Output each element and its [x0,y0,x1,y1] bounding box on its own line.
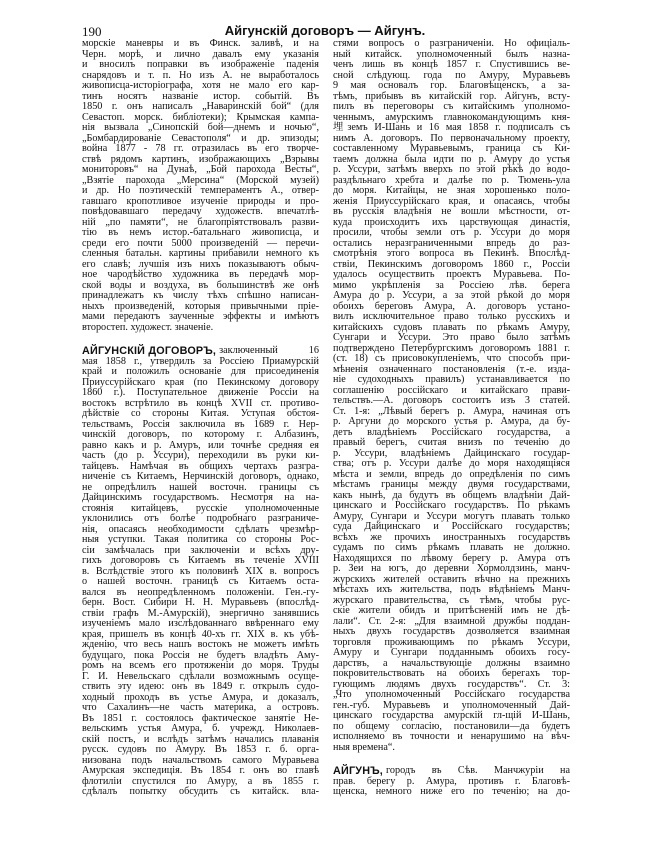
text-line: ской воды и воздуха, въ большинствѣ же онѣ [82,279,319,291]
text-line: сной слѣдующ. года по Амуру, Муравьевъ [333,69,570,81]
text-line: ствіи, Пекинскимъ договоромъ 1860 г., Россіи [333,258,570,270]
text-line: мѣненія означеннаго постановленія (т.-е. изда- [333,363,570,375]
text-line: Амурская экспедиція. Въ 1854 г. онъ во главѣ [82,765,319,776]
text-line: удалось осуществить проектъ Муравьева. По- [333,269,570,280]
text-line: сленныя батальн. картины прибавили немного къ [82,248,319,259]
text-line: края, пришелъ въ концѣ 40-хъ гг. XIX в. къ убѣ- [82,628,319,640]
text-line: ствить эту идею: онъ въ 1849 г. открылъ судо- [82,681,319,692]
text-line: край и положилъ основаніе для присоединенія [82,366,319,377]
text-line: цинскаго государства амурскій гл-щій И-Шань, [333,710,570,721]
text-line: ніе судоходныхъ правилъ) устанавливается по [333,374,570,385]
text-line: 9 мая основалъ гор. Благовѣщенскъ, а за- [333,80,570,91]
text-line: журскаго правительства, съ тѣмъ, чтобы рус- [333,594,570,606]
text-line: по общему согласію, постановили—да будетъ [333,720,570,732]
text-line: нія вызвала „Синопскій бой—днемъ и ночью“, [82,122,319,133]
text-line: подтверждено Петербургскимъ договоромъ 1881 г. [333,342,570,354]
text-line: ченъ лишь въ концѣ 1857 г. Спустившись ве- [333,59,570,70]
text-line: Амуру и Сунгари подданнымъ обоихъ госу- [333,647,570,658]
text-line: тельствамъ, Россія заключила въ 1689 г. Нер- [82,418,319,430]
right-column [333,39,570,798]
text-line: что Сахалинъ—не часть материка, а островъ. [82,702,319,713]
text-line: сдѣлалъ попытку обсудить съ китайск. вла- [82,786,319,797]
text-line: изученіемъ мало изслѣдованнаго ввѣреннаго ему [82,618,319,629]
text-line: среди его почти 5000 произведеній — перечи- [82,237,319,249]
text-line: часть (до р. Уссури), переходили въ руки ки- [82,450,319,461]
text-line: Дайцинскимъ государствомъ. Несмотря на на- [82,492,319,503]
text-line: и др. Но поэтическій темпераментъ А., отвер- [82,185,319,196]
left-column [82,39,319,798]
text-line: ній „по памяти“, не благопріятствовалъ разви- [82,216,319,228]
text-line: мониторовъ“ на Дунаѣ, „Бой парохода Весты“, [82,164,319,175]
text-line: ное чародѣйство художника въ передачѣ мор- [82,269,319,280]
text-line: не опредѣлилъ нашей восточн. границы съ [82,481,319,493]
text-line: чинскій договоръ, по которому г. Албазинъ, [82,429,319,440]
text-line: гующимъ людямъ двухъ государствъ“. Ст. 3: [333,678,570,690]
text-line: живописца-исторіографа, хотя не мало его кар- [82,80,319,91]
text-line: какъ нынѣ, да будутъ въ общемъ владѣніи Дай- [333,489,570,501]
text-line: Черн. морѣ, и лично давалъ ему указанія [82,48,319,60]
text-line [82,346,319,357]
text-line: ченнымъ, амурскимъ главнокомандующимъ кня- [333,111,570,123]
text-line: таемъ должна была идти по р. Амуру до устья [333,153,570,165]
text-line: скіе жители обидъ и притѣсненій имъ не дѣ- [333,605,570,616]
text-line: ходный проходъ въ устье Амура, и доказалъ, [82,691,319,703]
text-line: ромъ на всемъ его протяженіи до моря. Труды [82,660,319,671]
text-line: смотрѣнія этого вопроса въ Пекинѣ. Впослѣд- [333,248,570,259]
text-line: его славѣ; лучшія изъ нихъ показываютъ обыч- [82,258,319,270]
text-line: лали“. Ст. 2-я: „Для взаимной дружбы поддан- [333,615,570,627]
text-line: (ст. 18) съ присовокупленіемъ, что способъ при- [333,353,570,364]
text-line: и вносилъ поправки въ изображеніе паденія [82,59,319,70]
running-title: Айгунскій договоръ — Айгунъ. [224,23,426,38]
text-line: вельскимъ устья Амура, б. учрежд. Николаев- [82,723,319,734]
text-line: покровительствовать на обоихъ берегахъ тор- [333,668,570,679]
text-line: ствіи графъ М.-Амурскій), энергично занявшись [82,607,319,619]
text-line: просили, чтобы земли отъ р. Уссури до моря [333,227,570,238]
text-line: 1850 г. онъ написалъ „Наваринскій бой“ (для [82,101,319,112]
text-line: стями вопросъ о разграниченіи. Но офиціаль- [333,38,570,49]
text-line: гавшаго кропотливое изученіе природы и про- [82,195,319,207]
text-line: флотиліи спустился по Амуру, а въ 1855 г. [82,775,319,787]
text-line: ген.-губ. Муравьевъ и уполномоченный Дай- [333,699,570,711]
text-line: скій постъ, и вслѣдъ затѣмъ начались плаванія [82,733,319,745]
text-line: мѣстахъ ихъ жительства, подъ вѣдѣніемъ Манч- [333,584,570,595]
text-line: р. Зеи на югъ, до деревни Хормолдзинь, манч- [333,563,570,574]
text-line: Сунгари и Уссури. Это право было затѣмъ [333,332,570,343]
text-line: равно какъ и р. Амуръ, или точнѣе средняя ея [82,439,319,451]
text-line: въ русскія владѣнія не вошли мѣстности, от- [333,206,570,217]
text-line: Севастоп. морск. библіотеки); Крымская кампа- [82,111,319,123]
text-line: „Взятіе парохода „Мерсина“ (Морской музей) [82,174,319,186]
text-line: ныя времена“. [333,741,395,753]
text-line: мами передаютъ заученные эффекты и имѣютъ [82,311,319,322]
text-line: снарядовъ и т. п. Но изъ А. не выработалось [82,69,319,81]
text-line: второстеп. художест. значеніе. [82,321,214,333]
text-line: суда Дайцинскаго и Россійскаго государствъ; [333,521,570,532]
text-line: дарствъ, а начальствующіе должны взаимно [333,657,570,669]
text-line: тайцевъ. Намѣчая въ общихъ чертахъ разгра- [82,460,319,472]
text-line: нія, опасаясь необходимости сдѣлать чрезмѣр- [82,523,319,535]
text-line: вался въ неопредѣленномъ положеніи. Ген.-гу- [82,586,319,598]
text-line: исполняемо въ точности и ненарушимо на вѣч- [333,731,570,742]
article-continuation [82,39,319,333]
text-line: берн. Вост. Сибири Н. Н. Муравьевъ (впослѣд- [82,597,319,608]
text-line: ниченіе съ Китаемъ, Нерчинскій договоръ, однако, [82,471,319,482]
text-line: Г. И. Невельскаго сдѣлали возможнымъ осуще- [82,670,319,682]
text-line: тинъ носятъ названіе истор. событій. Въ [82,90,319,102]
text-line: „Что уполномоченный Россійскаго государства [333,689,570,700]
text-line: р. Уссури, владѣніемъ Дайцинскаго государ- [333,447,570,459]
text-line: Въ 1851 г. состоялось фактическое занятіе Не- [82,712,319,724]
text-line: мѣстамъ границы между двумя государствами, [333,479,570,490]
text-line: мѣста и земли, впредь до опредѣленія по симъ [333,468,570,480]
text-line: ныхъ двухъ государствъ дозволяется взаимная [333,626,570,637]
text-line: Приуссурійскаго края (по Пекинскому договору [82,376,319,388]
text-line: китайскихъ судовъ плавать по рѣкамъ Амуру, [333,321,570,333]
text-line: остались неразграниченными впредь до раз- [333,237,570,249]
text-line: пилъ въ переговоры съ китайскимъ уполномо- [333,101,570,112]
text-line: о нашей восточн. границѣ съ Китаемъ оста- [82,576,319,587]
text-line: гихъ договоровъ съ Китаемъ въ теченіе XVIII [82,555,319,566]
text-line: детъ владѣніемъ Россійскаго государства, а [333,426,570,438]
headword: АЙГУНСКІЙ ДОГОВОРЪ, [82,345,217,357]
text-line: повѣдовавшаго передачу художеств. впечатлѣ- [82,206,319,217]
text-line-rest: городъ въ Сѣв. Манчжуріи на [385,765,570,776]
text-line: низована подъ начальствомъ самого Муравьева [82,754,319,766]
text-line: ныя уступки. Такая политика со стороны Рос- [82,534,319,545]
text-line: тію въ немъ истор.-батальнаго живописца, и [82,227,319,238]
text-line: куда происходитъ ихъ царствующая династія, [333,216,570,228]
text-line: Амура до р. Уссури, а за этой рѣкой до моря [333,290,570,301]
text-line: ства; отъ р. Уссури далѣе до моря находящіяся [333,458,570,469]
article-continuation [333,39,570,753]
text-line: правый берегъ, считая внизъ по теченію до [333,437,570,448]
text-line: тельствъ.—А. договоръ состоитъ изъ 3 статей. [333,395,570,406]
text-line: будущаго, пока Россія не будетъ владѣть Аму- [82,649,319,661]
text-line: всѣхъ же прочихъ иностранныхъ государствъ [333,531,570,543]
text-line: щенска, немного ниже его по теченію; на до- [333,786,570,797]
text-line: женія Приуссурійскаго края, и опасаясь, чтобы [333,195,570,207]
text-line: составленному Муравьевымъ, граница съ Ки- [333,143,570,154]
text-line: ный китайск. уполномоченный былъ назна- [333,48,570,60]
text-line: Амуру, Сунгари и Уссури могутъ плавать только [333,510,570,522]
text-line: прав. берегу р. Амура, противъ г. Благовѣ- [333,775,570,787]
text-line: дѣйствіе со стороны Китая. Уступая обстоя- [82,408,319,419]
text-line-rest: заключенный 16 [219,345,319,356]
text-line: раздѣльнаго хребта и далѣе по р. Тюмень-ула [333,174,570,186]
text-line: в. Вслѣдствіе этого къ половинѣ XIX в. вопросъ [82,565,319,577]
text-line: Находящихся по лѣвому берегу р. Амура отъ [333,552,570,564]
text-line: сіи замѣчалась при заключеніи и всѣхъ дру- [82,544,319,556]
text-line: уклонились отъ болѣе подробнаго разграниче- [82,513,319,524]
text-line: журскихъ жителей оставить вѣчно на прежнихъ [333,573,570,585]
text-line: р. Уссури, затѣмъ вверхъ по этой рѣкѣ до водо- [333,164,570,175]
article-entry [333,766,570,798]
article-entry [82,346,319,798]
text-line: цинскаго и Россійскаго государствъ. По рѣкамъ [333,500,570,511]
text-line [333,766,570,777]
text-line: мимо укрѣпленія за Россіею лѣв. берега [333,279,570,291]
text-line: обоихъ береговъ Амура, А. договоръ устано- [333,300,570,312]
text-line: соглашенію россійскаго и китайскаго прави- [333,384,570,396]
text-line: р. Аргуни до морского устья р. Амура, да бу- [333,416,570,427]
text-line: принадлежатъ къ числу тѣхъ спѣшно написан- [82,290,319,301]
text-line: вилъ исключительное право только русскихъ и [333,311,570,322]
text-line: востокъ встрѣтило въ концѣ XVII ст. противо- [82,397,319,409]
text-line: Ст. 1-я: „Лѣвый берегъ р. Амура, начиная отъ [333,405,570,417]
text-line: судамъ по симъ рѣкамъ плавать не должно. [333,542,570,553]
text-line: до моря. Китайцы, не зная хорошенько поло- [333,185,570,196]
text-line: ствѣ рядомъ картинъ, изображающихъ „Взрывы [82,153,319,165]
text-line: стоянія китайцевъ, русскіе уполномоченные [82,502,319,514]
headword: АЙГУНЪ, [333,765,383,777]
text-line: морскіе маневры и въ Финск. заливѣ, и на [82,38,319,49]
text-line: нимъ А. договоръ. По первоначальному проекту, [333,132,570,144]
text-line: торговля проживающимъ по рѣкамъ Уссури, [333,636,570,648]
text-line: тѣмъ, прибывъ въ китайскій гор. Айгунъ, всту- [333,90,570,102]
text-line: 1860 г.). Поступательное движеніе Россіи на [82,387,319,398]
text-line: жденію, что весь нашъ востокъ не можетъ имѣть [82,639,319,650]
text-line: мая 1858 г., утвердилъ за Россіею Приамурскій [82,355,319,367]
text-line: „Бомбардированіе Севастополя“ и др. эпизоды; [82,132,319,144]
text-line: ныхъ произведеній, которыя привычными пріе- [82,300,319,312]
page-number: 190 [82,24,102,39]
text-line: русск. судовъ по Амуру. Въ 1853 г. б. орга- [82,744,319,755]
text-line: война 1877 - 78 гг. отразилась въ его творче- [82,143,319,154]
text-line: 埋земъ И-Шань и 16 мая 1858 г. подписалъ съ [333,122,570,133]
